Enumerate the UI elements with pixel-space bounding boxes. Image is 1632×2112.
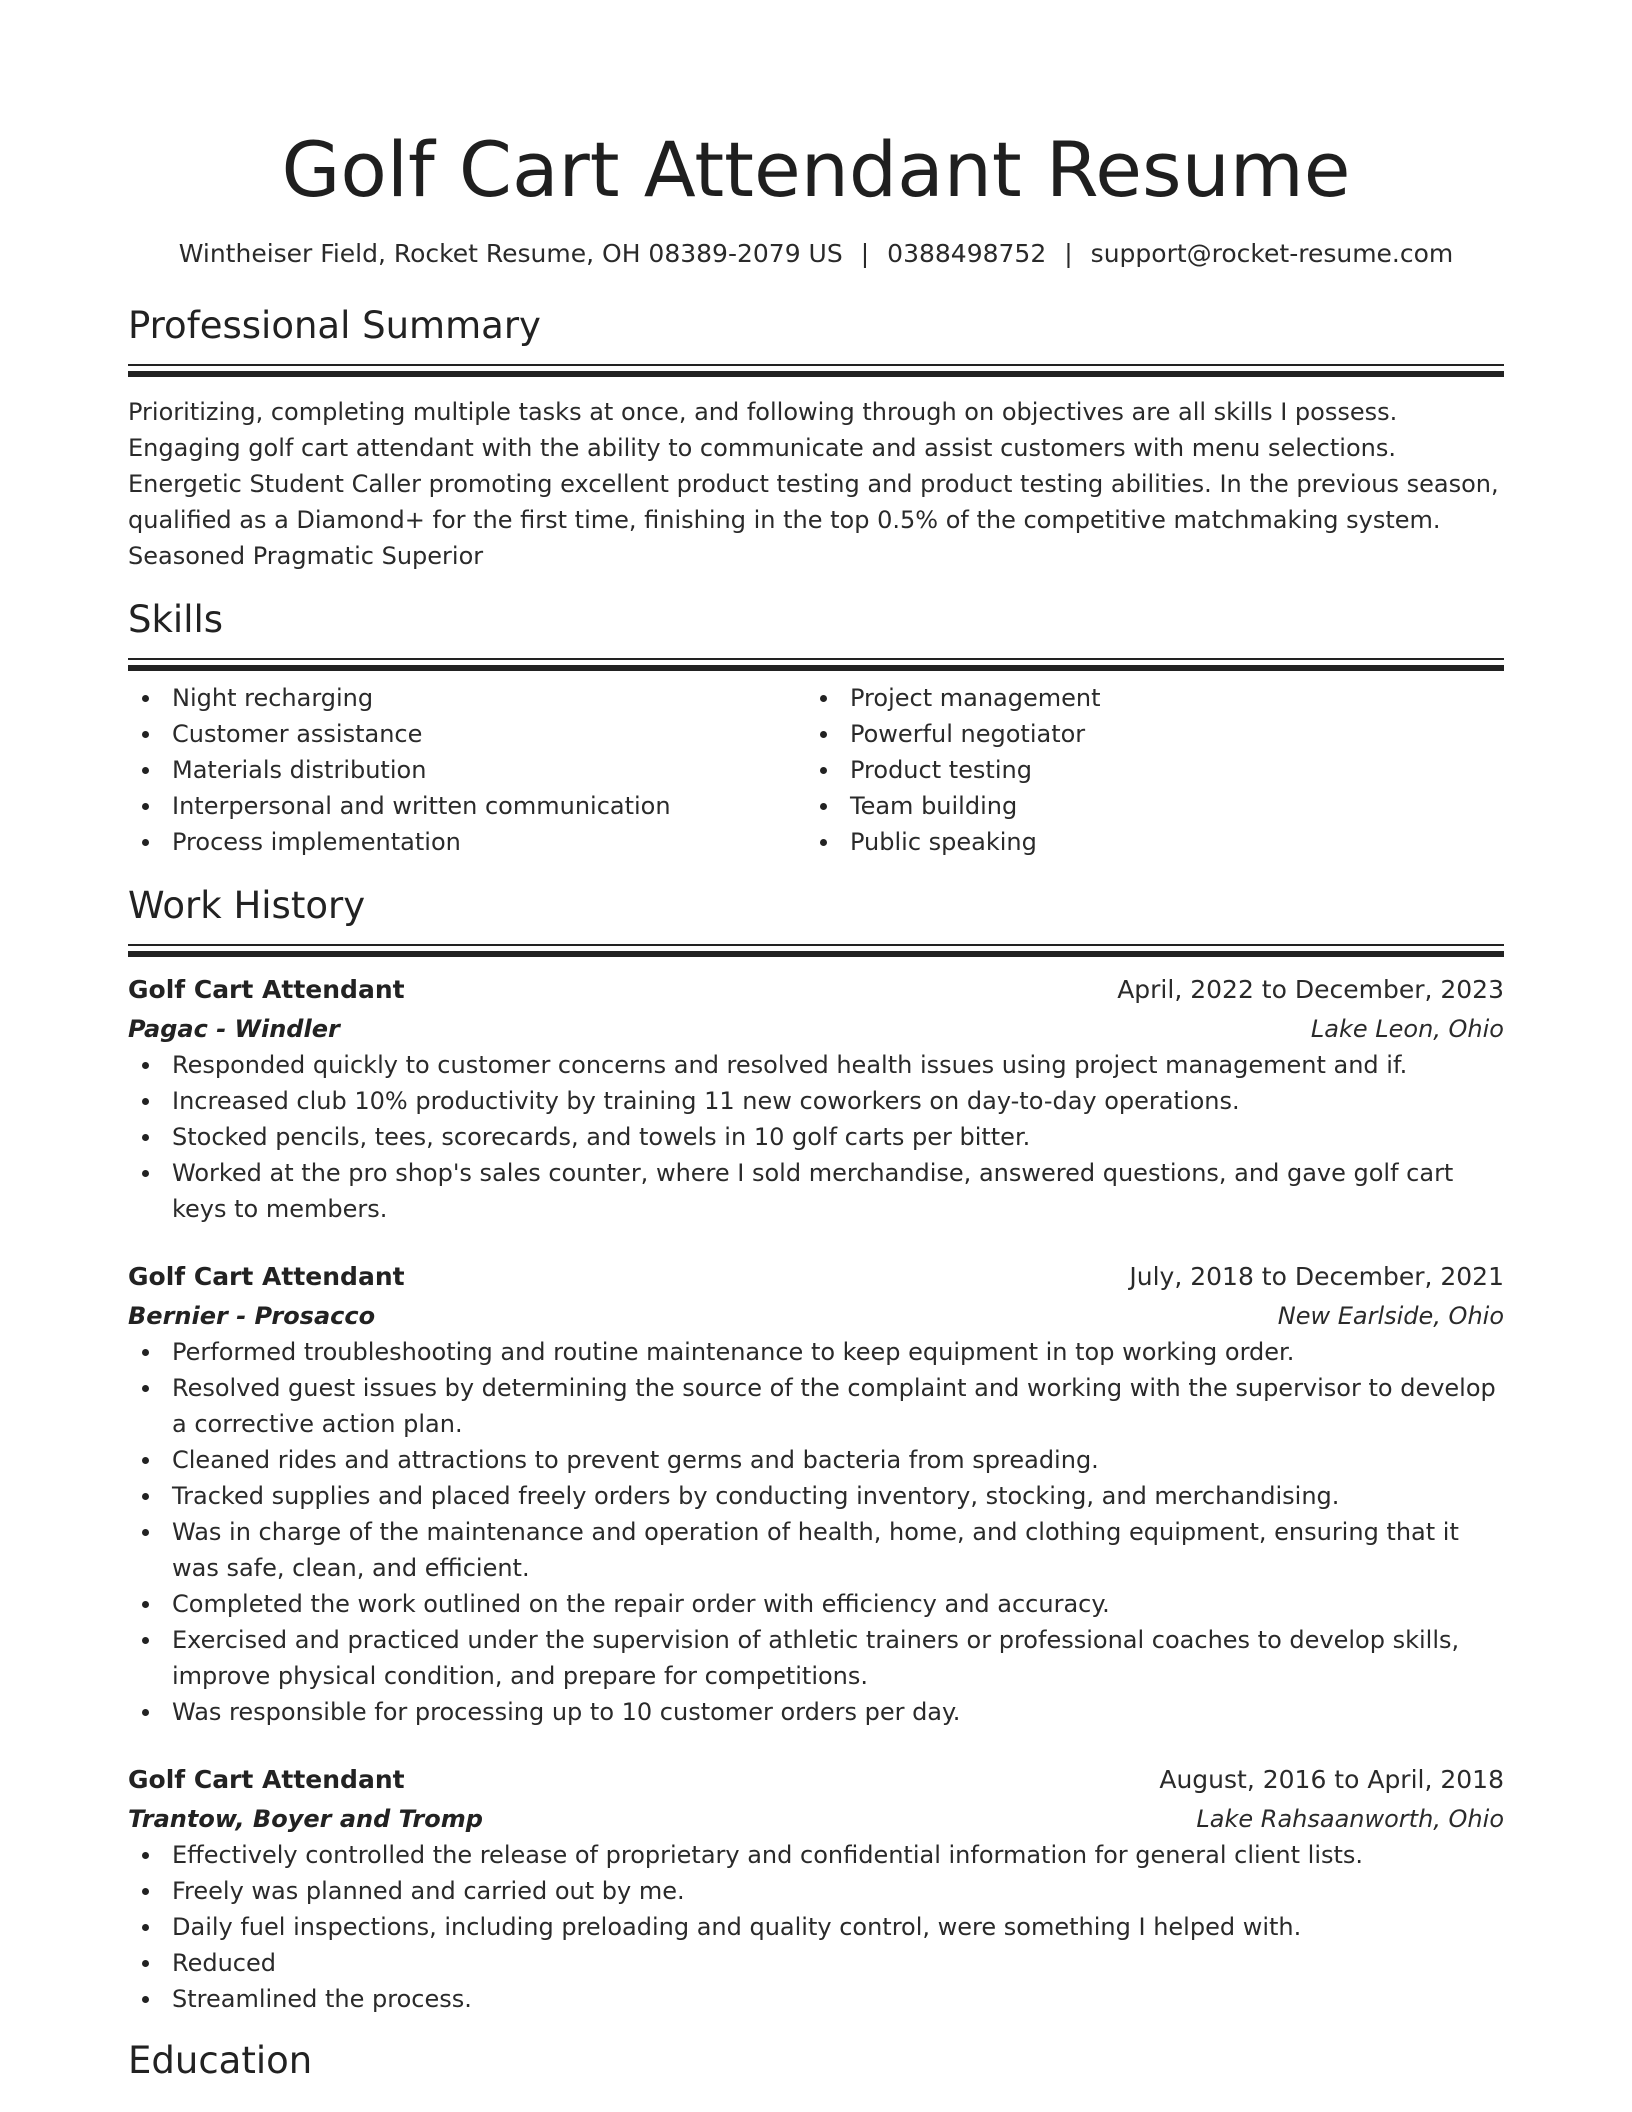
section-divider: [128, 658, 1504, 670]
section-heading-summary: Professional Summary: [128, 304, 541, 347]
job-dates: April, 2022 to December, 2023: [1117, 975, 1504, 1004]
contact-address: Wintheiser Field, Rocket Resume, OH 08389-2079 US: [178, 239, 843, 268]
job-header: [128, 1259, 1504, 1295]
job-header: [128, 1762, 1504, 1798]
job-duties: [128, 1047, 1504, 1227]
job-company: Pagac - Windler: [128, 1015, 340, 1043]
job-entry: [128, 972, 1504, 1227]
duty-item: Streamlined the process.: [128, 1981, 1504, 2017]
duty-item: Tracked supplies and placed freely orders by conducting inventory, stocking, and merchandising.: [128, 1478, 1504, 1514]
skills-list-left: [128, 680, 806, 860]
job-location: Lake Rahsaanworth, Ohio: [1196, 1805, 1504, 1833]
duty-item: Performed troubleshooting and routine maintenance to keep equipment in top working order.: [128, 1334, 1504, 1370]
job-header: [128, 972, 1504, 1008]
section-heading-skills: Skills: [128, 598, 224, 641]
job-title: Golf Cart Attendant: [128, 975, 405, 1004]
job-dates: August, 2016 to April, 2018: [1159, 1765, 1504, 1794]
skill-item: Process implementation: [128, 824, 806, 860]
contact-email: support@rocket-resume.com: [1090, 239, 1454, 268]
duty-item: Daily fuel inspections, including preloading and quality control, were something I helped with.: [128, 1909, 1504, 1945]
duty-item: Increased club 10% productivity by training 11 new coworkers on day-to-day operations.: [128, 1083, 1504, 1119]
job-duties: [128, 1334, 1504, 1730]
work-section: [128, 882, 1504, 2017]
skill-item: Team building: [806, 788, 1484, 824]
contact-line: [128, 238, 1504, 270]
duty-item: Was in charge of the maintenance and operation of health, home, and clothing equipment, ensuring that it was safe, clean, and efficient.: [128, 1514, 1504, 1586]
job-title: Golf Cart Attendant: [128, 1765, 405, 1794]
section-heading-work: Work History: [128, 884, 366, 927]
job-subheader: [128, 1298, 1504, 1334]
summary-section: [128, 302, 1504, 574]
job-title: Golf Cart Attendant: [128, 1262, 405, 1291]
resume-title: Golf Cart Attendant Resume: [281, 125, 1351, 214]
duty-item: Responded quickly to customer concerns and resolved health issues using project management and if.: [128, 1047, 1504, 1083]
duty-item: Reduced: [128, 1945, 1504, 1981]
duty-item: Exercised and practiced under the supervision of athletic trainers or professional coaches to develop skills, improve physical condition, and prepare for competitions.: [128, 1622, 1504, 1694]
section-divider: [128, 944, 1504, 956]
section-divider: [128, 364, 1504, 376]
job-dates: July, 2018 to December, 2021: [1129, 1262, 1504, 1291]
skill-item: Interpersonal and written communication: [128, 788, 806, 824]
skill-item: Product testing: [806, 752, 1484, 788]
job-company: Bernier - Prosacco: [128, 1302, 376, 1330]
job-subheader: [128, 1011, 1504, 1047]
section-heading-education: Education: [128, 2039, 313, 2082]
skill-item: Public speaking: [806, 824, 1484, 860]
contact-separator: |: [860, 239, 870, 268]
skill-item: Powerful negotiator: [806, 716, 1484, 752]
contact-phone: 0388498752: [887, 239, 1047, 268]
skills-list-right: [806, 680, 1484, 860]
skills-columns: [128, 680, 1504, 860]
job-entry: [128, 1762, 1504, 2017]
job-location: New Earlside, Ohio: [1277, 1302, 1504, 1330]
job-subheader: [128, 1801, 1504, 1837]
job-entry: [128, 1259, 1504, 1730]
duty-item: Worked at the pro shop's sales counter, where I sold merchandise, answered questions, and gave golf cart keys to members.: [128, 1155, 1504, 1227]
skills-section: [128, 596, 1504, 860]
contact-separator: |: [1064, 239, 1073, 268]
duty-item: Was responsible for processing up to 10 customer orders per day.: [128, 1694, 1504, 1730]
education-section: [128, 2037, 1504, 2085]
skill-item: Night recharging: [128, 680, 806, 716]
duty-item: Cleaned rides and attractions to prevent germs and bacteria from spreading.: [128, 1442, 1504, 1478]
job-location: Lake Leon, Ohio: [1310, 1015, 1504, 1043]
duty-item: Stocked pencils, tees, scorecards, and towels in 10 golf carts per bitter.: [128, 1119, 1504, 1155]
duty-item: Freely was planned and carried out by me.: [128, 1873, 1504, 1909]
job-duties: [128, 1837, 1504, 2017]
skill-item: Customer assistance: [128, 716, 806, 752]
job-company: Trantow, Boyer and Tromp: [128, 1805, 483, 1833]
skill-item: Materials distribution: [128, 752, 806, 788]
duty-item: Resolved guest issues by determining the source of the complaint and working with the supervisor to develop a corrective action plan.: [128, 1370, 1504, 1442]
duty-item: Completed the work outlined on the repair order with efficiency and accuracy.: [128, 1586, 1504, 1622]
resume-page: [128, 0, 1504, 2085]
skill-item: Project management: [806, 680, 1484, 716]
duty-item: Effectively controlled the release of proprietary and confidential information for general client lists.: [128, 1837, 1504, 1873]
summary-text: Prioritizing, completing multiple tasks at once, and following through on objectives are all skills I possess. Engaging golf cart attendant with the ability to communicate and assist customers with menu selections. Energetic Student Caller promoting excellent product testing and product testing abilities. In the previous season, qualified as a Diamond+ for the first time, finishing in the top 0.5% of the competitive matchmaking system. Seasoned Pragmatic Superior: [128, 398, 1499, 570]
